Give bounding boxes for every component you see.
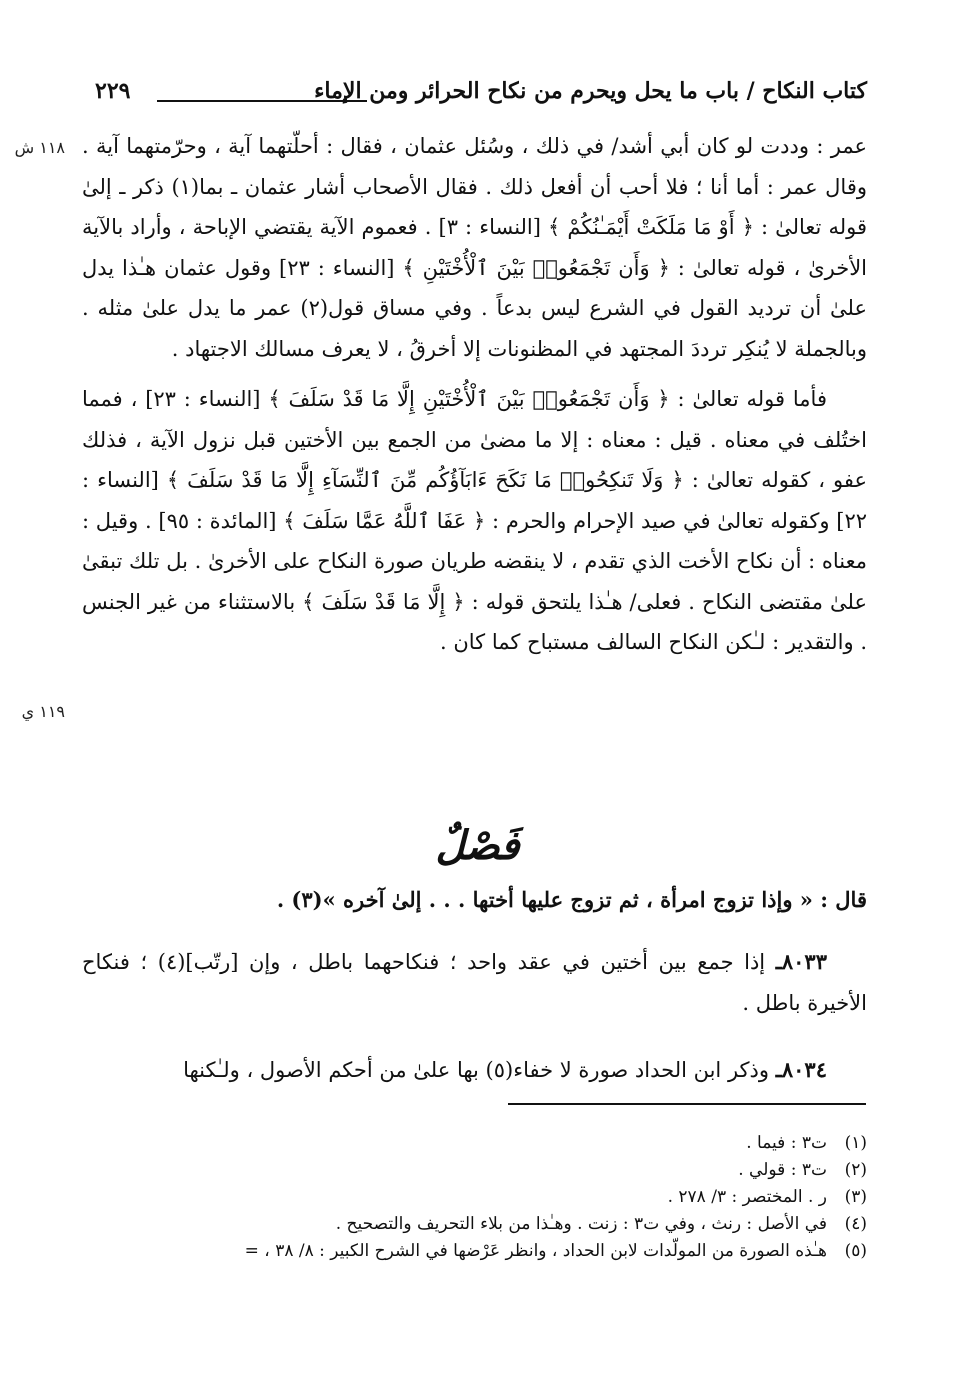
footnote-text: ت٣ : قولي . [738,1160,827,1180]
footnote-number: (٥) [844,1241,867,1261]
section-heading: فَصْلٌ [435,822,520,869]
page-number: ٢٢٩ [95,78,131,104]
footnotes [82,1130,867,1265]
main-text [82,126,867,663]
item-text: إذا جمع بين أختين في عقد واحد ؛ فنكاحهما باطل ، وإن [رتّب](٤) ؛ فنكاح الأخيرة باطل . [82,950,867,1015]
footnote [82,1238,867,1265]
item-text: وذكر ابن الحداد صورة لا خفاء(٥) بها علىٰ من أحكم الأصول ، ولـٰكنها [183,1058,770,1082]
header-title: كتاب النكاح / باب ما يحل ويحرم من نكاح الحرائر ومن الإماء [314,78,867,104]
running-header [95,78,867,118]
paragraph-1: عمر : وددت لو كان أبي أشد/ في ذلك ، وسُئل عثمان ، فقال : أحلّتهما آية ، وحرّمتهما آية . وقال عمر : أما أنا ؛ فلا أحب أن أفعل ذلك . فقال الأصحاب أشار عثمان ـ بما(١) ذكر ـ إلىٰ قوله تعالىٰ : ﴿ أَوْ مَا مَلَكَتْ أَيْمَـٰنُكُمْ ﴾ [النساء : ٣] . فعموم الآية يقتضي الإباحة ، وأراد بالآية الأخرىٰ ، قوله تعالىٰ : ﴿ وَأَن تَجْمَعُوا۟ بَيْنَ ٱلْأُخْتَيْنِ ﴾ [النساء : ٢٣] وقول عثمان هـٰذا يدل علىٰ أن ترديد القول في الشرع ليس بدعاً . وفي مساق قول(٢) عمر ما يدل علىٰ مثله . وبالجملة لا يُنكِر ترددَ المجتهد في المظنونات إلا أخرقُ ، لا يعرف مسالك الاجتهاد . [82,134,868,361]
footnote [82,1211,867,1238]
item-number: ٨٠٣٣ـ [775,949,827,974]
qala-line: قال : « وإذا تزوج امرأة ، ثم تزوج عليها أختها . . . إلىٰ آخره »(٣) . [276,887,867,912]
footnote [82,1157,867,1184]
footnote-number: (٢) [844,1160,867,1180]
footnote-text: هـٰذه الصورة من المولّدات لابن الحداد ، وانظر عَرْضها في الشرح الكبير : ٨/ ٣٨ ، = [244,1241,827,1261]
footnote-text: في الأصل : رنث ، وفي ت٣ : زنت . وهـٰذا من بلاء التحريف والتصحيح . [335,1214,827,1234]
footnote [82,1130,867,1157]
margin-note-2: ١١٩ ي [21,702,65,721]
footnote-number: (٤) [844,1214,867,1234]
footnote-number: (١) [844,1133,867,1153]
numbered-item-8034 [82,1050,867,1091]
header-rule [157,100,367,102]
paragraph-2: فأما قوله تعالىٰ : ﴿ وَأَن تَجْمَعُوا۟ بَيْنَ ٱلْأُخْتَيْنِ إِلَّا مَا قَدْ سَلَفَ ﴾ [النساء : ٢٣] ، فمما اختُلف في معناه . قيل : معناه : إلا ما مضىٰ من الجمع بين الأختين قبل نزول الآية ، فذلك عفو ، كقوله تعالىٰ : ﴿ وَلَا تَنكِحُوا۟ مَا نَكَحَ ءَابَآؤُكُم مِّنَ ٱلنِّسَآءِ إِلَّا مَا قَدْ سَلَفَ ﴾ [النساء : ٢٢] وكقوله تعالىٰ في صيد الإحرام والحرم : ﴿ عَفَا ٱللَّهُ عَمَّا سَلَفَ ﴾ [المائدة : ٩٥] . وقيل : معناه : أن نكاح الأخت الذي تقدم ، لا ينقضه طريان صورة النكاح على الأخرىٰ . بل تلك تبقىٰ علىٰ مقتضى النكاح . فعلى/ هـٰذا يلتحق قوله : ﴿ إِلَّا مَا قَدْ سَلَفَ ﴾ بالاستثناء من غير الجنس . والتقدير : لـٰكن النكاح السالف مستباح كما كان . [82,387,867,654]
footnote-text: ت٣ : فيما . [746,1133,827,1153]
footnote-number: (٣) [844,1187,867,1207]
margin-note-1: ١١٨ ش [14,138,65,157]
footnote [82,1184,867,1211]
footnote-text: ر . المختصر : ٣/ ٢٧٨ . [667,1187,827,1207]
item-number: ٨٠٣٤ـ [775,1057,827,1082]
numbered-item-8033 [82,942,867,1023]
footnote-divider [508,1103,866,1105]
